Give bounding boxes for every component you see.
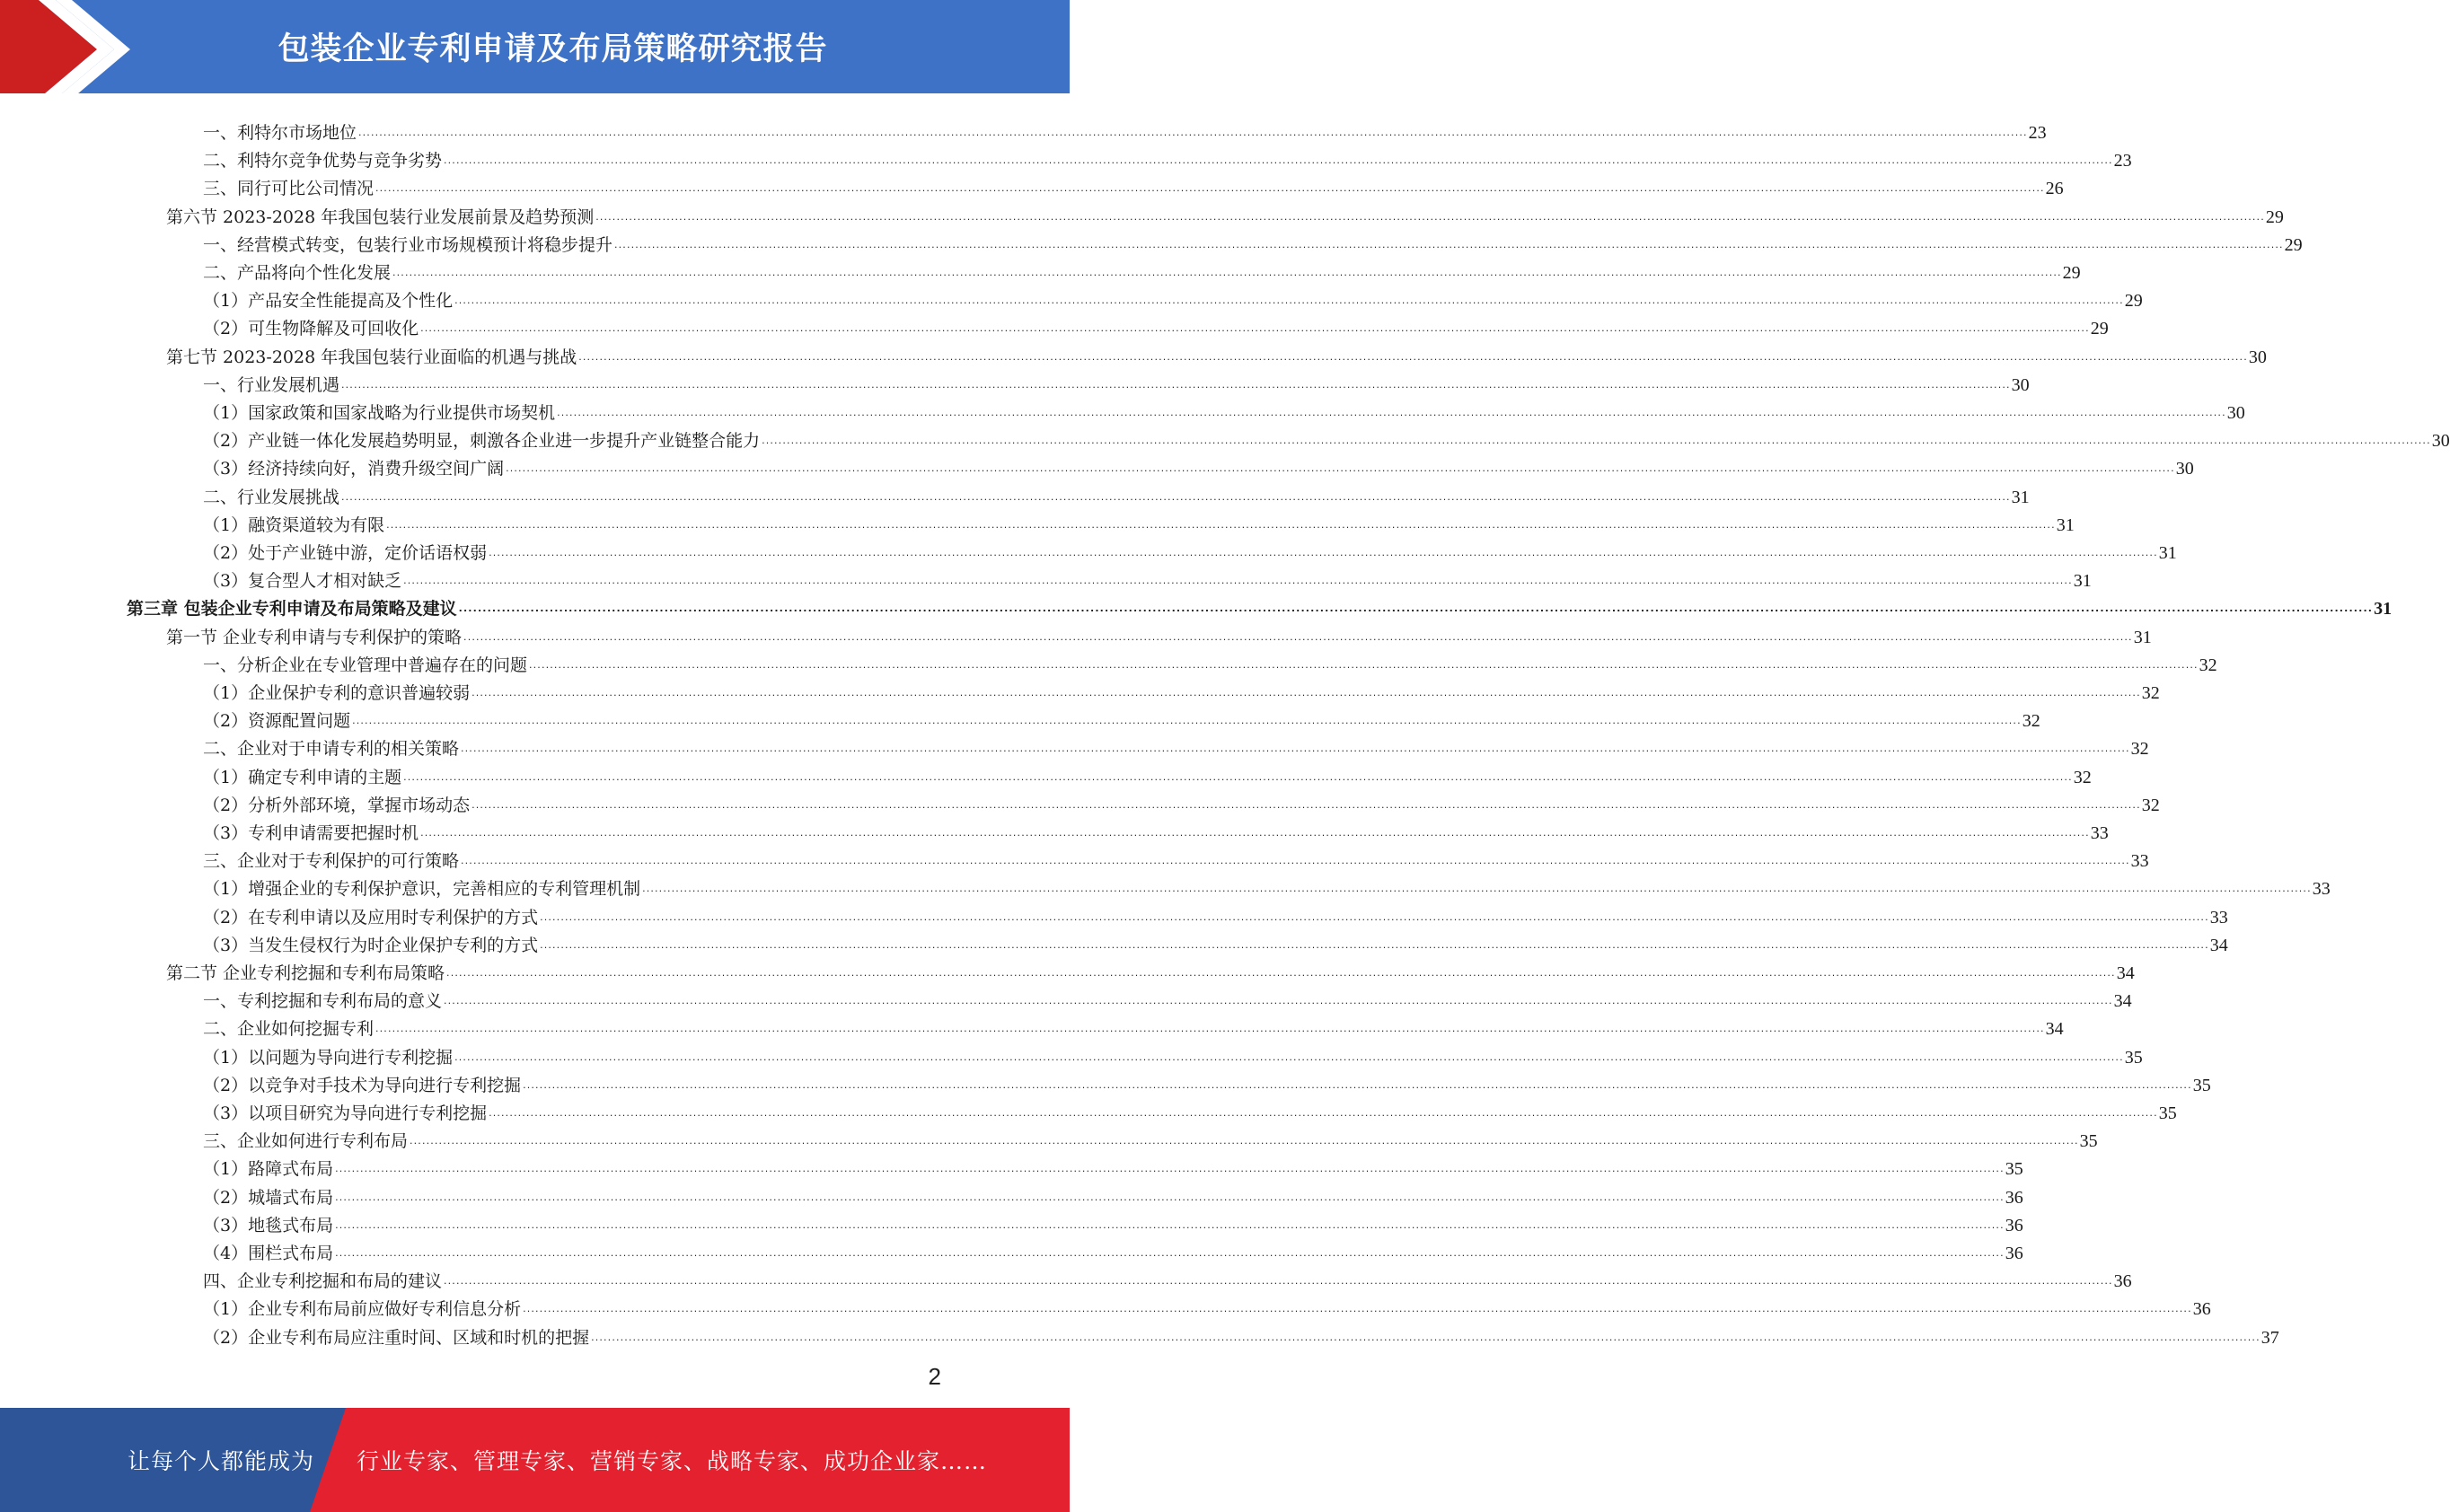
toc-leader-dots: ................................................................................................................................................................................................................................................................................................................................................................................................................ [386,518,2056,531]
toc-entry-title: （3）当发生侵权行为时企业保护专利的方式 [203,935,539,955]
toc-entry-page: 30 [2248,347,2267,367]
toc-entry-title: 三、企业如何进行专利布局 [203,1131,409,1152]
toc-entry-title: 二、产品将向个性化发展 [203,263,392,283]
toc-entry[interactable] [203,563,2092,592]
toc-entry-page: 32 [2141,683,2160,703]
toc-entry-page: 31 [2056,514,2075,535]
toc-leader-dots: ................................................................................................................................................................................................................................................................................................................................................................................................................ [375,182,2045,195]
toc-leader-dots: ................................................................................................................................................................................................................................................................................................................................................................................................................ [375,1023,2045,1035]
toc-entry-title: （3）复合型人才相对缺乏 [203,571,402,592]
toc-entry-title: 三、企业对于专利保护的可行策略 [203,851,460,872]
toc-entry[interactable] [203,115,2047,143]
toc-entry-title: （1）路障式布局 [203,1159,334,1180]
toc-entry[interactable] [203,815,2109,843]
toc-entry-title: （2）分析外部环境，掌握市场动态 [203,795,471,815]
toc-leader-dots: ................................................................................................................................................................................................................................................................................................................................................................................................................ [420,322,2090,335]
toc-entry-title: （1）企业保护专利的意识普遍较弱 [203,683,471,703]
toc-entry-page: 31 [2374,599,2393,620]
toc-leader-dots: ................................................................................................................................................................................................................................................................................................................................................................................................................ [506,462,2175,475]
toc-entry[interactable] [203,1095,2177,1123]
toc-entry-title: 三、同行可比公司情况 [203,179,375,199]
toc-entry[interactable] [203,927,2228,955]
toc-entry-page: 32 [2130,739,2149,760]
toc-leader-dots: ................................................................................................................................................................................................................................................................................................................................................................................................................ [578,350,2248,363]
toc-entry[interactable] [203,1180,2023,1208]
toc-entry-title: （1）增强企业的专利保护意识，完善相应的专利管理机制 [203,879,641,900]
toc-entry[interactable] [166,339,2267,367]
toc-entry-page: 34 [2045,1019,2064,1040]
toc-entry-title: （2）资源配置问题 [203,711,351,732]
toc-entry-page: 29 [2284,234,2303,255]
toc-entry-title: （1）国家政策和国家战略为行业提供市场契机 [203,403,556,423]
toc-entry[interactable] [203,1263,2132,1292]
toc-entry-page: 32 [2141,795,2160,815]
toc-entry-title: 四、企业专利挖掘和布局的建议 [203,1271,443,1292]
toc-entry-page: 32 [2022,711,2040,732]
toc-leader-dots: ................................................................................................................................................................................................................................................................................................................................................................................................................ [523,1303,2192,1315]
toc-entry[interactable] [166,199,2284,227]
toc-entry-page: 33 [2130,851,2149,872]
toc-entry-title: 一、专利挖掘和专利布局的意义 [203,991,443,1012]
toc-entry-title: （2）企业专利布局应注重时间、区域和时机的把握 [203,1327,590,1348]
toc-leader-dots: ................................................................................................................................................................................................................................................................................................................................................................................................................ [762,435,2431,447]
toc-entry[interactable] [203,283,2143,312]
toc-entry[interactable] [203,731,2149,760]
toc-entry[interactable] [203,843,2149,872]
toc-entry-title: （3）地毯式布局 [203,1215,334,1235]
toc-leader-dots: ................................................................................................................................................................................................................................................................................................................................................................................................................ [410,1135,2079,1147]
toc-leader-dots: ................................................................................................................................................................................................................................................................................................................................................................................................................ [463,630,2133,643]
toc-entry[interactable] [203,1123,2098,1152]
toc-entry[interactable] [203,507,2075,535]
toc-leader-dots: ................................................................................................................................................................................................................................................................................................................................................................................................................ [540,910,2209,923]
toc-entry[interactable] [203,1011,2064,1040]
toc-entry-page: 23 [2028,123,2047,143]
toc-entry[interactable] [203,1320,2279,1348]
toc-leader-dots: ................................................................................................................................................................................................................................................................................................................................................................................................................ [403,575,2073,587]
toc-entry[interactable] [203,311,2109,339]
toc-entry-title: （3）以项目研究为导向进行专利挖掘 [203,1103,488,1123]
page-number: 2 [928,1363,941,1390]
toc-entry-page: 36 [2005,1215,2023,1235]
toc-entry-title: 第一节 企业专利申请与专利保护的策略 [166,627,463,647]
toc-entry-page: 33 [2312,879,2331,900]
toc-leader-dots: ................................................................................................................................................................................................................................................................................................................................................................................................................ [446,967,2116,979]
toc-entry[interactable] [203,900,2228,927]
toc-entry-title: （1）确定专利申请的主题 [203,767,402,787]
toc-leader-dots: ................................................................................................................................................................................................................................................................................................................................................................................................................ [595,210,2265,223]
toc-entry-page: 26 [2045,179,2064,199]
toc-entry-title: 第六节 2023-2028 年我国包装行业发展前景及趋势预测 [166,207,595,227]
toc-entry-title: 第三章 包装企业专利申请及布局策略及建议 [127,599,457,620]
toc-entry-page: 30 [2011,374,2030,395]
toc-entry[interactable] [203,1068,2211,1095]
toc-entry[interactable] [166,620,2152,647]
toc-leader-dots: ................................................................................................................................................................................................................................................................................................................................................................................................................ [523,1078,2192,1091]
toc-leader-dots: ................................................................................................................................................................................................................................................................................................................................................................................................................ [458,602,2374,615]
toc-entry-title: 二、企业如何挖掘专利 [203,1019,375,1040]
toc-entry-title: （1）企业专利布局前应做好专利信息分析 [203,1299,522,1320]
toc-leader-dots: ................................................................................................................................................................................................................................................................................................................................................................................................................ [444,995,2113,1007]
toc-entry-page: 29 [2265,207,2284,227]
toc-entry[interactable] [203,423,2450,452]
toc-entry-title: 第七节 2023-2028 年我国包装行业面临的机遇与挑战 [166,347,577,367]
toc-leader-dots: ................................................................................................................................................................................................................................................................................................................................................................................................................ [444,1275,2113,1288]
toc-entry-page: 31 [2158,543,2177,563]
toc-entry-title: 一、经营模式转变，包装行业市场规模预计将稳步提升 [203,234,613,255]
toc-entry-title: （4）围栏式布局 [203,1244,334,1263]
toc-entry-title: （2）在专利申请以及应用时专利保护的方式 [203,907,539,927]
toc-entry-page: 36 [2005,1187,2023,1208]
toc-leader-dots: ................................................................................................................................................................................................................................................................................................................................................................................................................ [614,238,2284,251]
toc-entry[interactable] [203,1208,2023,1235]
toc-entry[interactable] [203,143,2132,171]
toc-entry-title: （1）融资渠道较为有限 [203,514,385,535]
toc-leader-dots: ................................................................................................................................................................................................................................................................................................................................................................................................................ [358,127,2028,138]
toc-entry-page: 31 [2133,627,2152,647]
report-title: 包装企业专利申请及布局策略研究报告 [278,31,828,67]
toc-entry-page: 35 [2005,1159,2023,1180]
toc-entry-page: 32 [2073,767,2092,787]
toc-entry-page: 35 [2158,1103,2177,1123]
toc-entry[interactable] [203,1291,2211,1320]
toc-leader-dots: ................................................................................................................................................................................................................................................................................................................................................................................................................ [489,1107,2158,1119]
toc-entry-page: 33 [2090,823,2109,843]
toc-leader-dots: ................................................................................................................................................................................................................................................................................................................................................................................................................ [461,743,2130,755]
toc-entry-page: 34 [2209,935,2228,955]
toc-entry-page: 30 [2431,431,2450,452]
toc-leader-dots: ................................................................................................................................................................................................................................................................................................................................................................................................................ [420,827,2090,839]
footer-slogan-left: 让每个人都能成为 [128,1448,315,1474]
toc-entry-title: （1）以问题为导向进行专利挖掘 [203,1047,454,1068]
toc-entry-page: 29 [2124,291,2143,312]
toc-entry-page: 36 [2005,1244,2023,1263]
toc-entry-title: 二、行业发展挑战 [203,487,340,507]
toc-leader-dots: ................................................................................................................................................................................................................................................................................................................................................................................................................ [471,687,2141,699]
toc-entry[interactable] [203,983,2132,1012]
toc-entry-page: 37 [2261,1327,2279,1348]
toc-leader-dots: ................................................................................................................................................................................................................................................................................................................................................................................................................ [454,1050,2124,1063]
toc-entry-title: 二、企业对于申请专利的相关策略 [203,739,460,760]
toc-entry-title: （3）专利申请需要把握时机 [203,823,419,843]
toc-entry[interactable] [203,367,2030,395]
page-header [0,0,1070,99]
toc-entry-title: （2）以竞争对手技术为导向进行专利挖掘 [203,1075,522,1095]
toc-entry[interactable] [127,591,2393,620]
toc-entry-title: （3）经济持续向好，消费升级空间广阔 [203,459,505,479]
toc-entry-page: 33 [2209,907,2228,927]
toc-entry[interactable] [203,647,2217,675]
toc-leader-dots: ................................................................................................................................................................................................................................................................................................................................................................................................................ [335,1218,2005,1231]
toc-leader-dots: ................................................................................................................................................................................................................................................................................................................................................................................................................ [335,1163,2005,1175]
toc-entry[interactable] [203,535,2177,563]
toc-entry[interactable] [203,675,2160,703]
toc-leader-dots: ................................................................................................................................................................................................................................................................................................................................................................................................................ [642,883,2312,895]
toc-entry[interactable] [203,1151,2023,1180]
toc-entry-page: 35 [2192,1075,2211,1095]
toc-entry-page: 34 [2116,963,2135,983]
toc-entry[interactable] [203,171,2064,199]
toc-leader-dots: ................................................................................................................................................................................................................................................................................................................................................................................................................ [489,547,2158,558]
toc-leader-dots: ................................................................................................................................................................................................................................................................................................................................................................................................................ [529,658,2199,671]
toc-entry-title: 二、利特尔竞争优势与竞争劣势 [203,151,443,171]
toc-entry-title: （2）产业链一体化发展趋势明显，刺激各企业进一步提升产业链整合能力 [203,431,761,452]
toc-leader-dots: ................................................................................................................................................................................................................................................................................................................................................................................................................ [341,490,2011,503]
toc-entry-title: 第二节 企业专利挖掘和专利布局策略 [166,963,445,983]
toc-entry-page: 36 [2192,1299,2211,1320]
toc-entry[interactable] [203,787,2160,815]
toc-entry-title: （2）城墙式布局 [203,1187,334,1208]
toc-entry-page: 35 [2124,1047,2143,1068]
toc-leader-dots: ................................................................................................................................................................................................................................................................................................................................................................................................................ [335,1247,2005,1259]
toc-entry[interactable] [203,479,2030,507]
toc-entry[interactable] [203,227,2303,255]
toc-leader-dots: ................................................................................................................................................................................................................................................................................................................................................................................................................ [352,715,2022,727]
toc-entry[interactable] [203,1235,2023,1263]
toc-entry[interactable] [203,395,2245,423]
toc-entry-page: 30 [2226,403,2245,423]
toc-leader-dots: ................................................................................................................................................................................................................................................................................................................................................................................................................ [461,855,2130,867]
toc-entry-page: 34 [2113,991,2132,1012]
page-footer [0,1408,1070,1512]
toc-entry-page: 29 [2062,263,2081,283]
toc-entry-page: 32 [2199,655,2217,675]
toc-entry-page: 36 [2113,1271,2132,1292]
toc-leader-dots: ................................................................................................................................................................................................................................................................................................................................................................................................................ [540,938,2209,951]
toc-entry-title: （2）可生物降解及可回收化 [203,319,419,339]
toc-leader-dots: ................................................................................................................................................................................................................................................................................................................................................................................................................ [454,294,2124,307]
toc-entry[interactable] [203,760,2092,787]
toc-entry-page: 35 [2079,1131,2098,1152]
toc-leader-dots: ................................................................................................................................................................................................................................................................................................................................................................................................................ [403,770,2073,783]
toc-entry-title: （1）产品安全性能提高及个性化 [203,291,454,312]
toc-leader-dots: ................................................................................................................................................................................................................................................................................................................................................................................................................ [444,154,2113,167]
toc-leader-dots: ................................................................................................................................................................................................................................................................................................................................................................................................................ [341,378,2011,391]
toc-entry-title: 一、利特尔市场地位 [203,123,357,143]
toc-leader-dots: ................................................................................................................................................................................................................................................................................................................................................................................................................ [591,1331,2261,1343]
toc-entry-page: 29 [2090,319,2109,339]
toc-entry-page: 31 [2011,487,2030,507]
footer-slogan-right: 行业专家、管理专家、营销专家、战略专家、成功企业家…… [357,1448,988,1474]
toc-entry-page: 30 [2175,459,2194,479]
toc-entry[interactable] [203,703,2040,732]
toc-entry-page: 23 [2113,151,2132,171]
toc-entry-page: 31 [2073,571,2092,592]
toc-entry-title: 一、分析企业在专业管理中普遍存在的问题 [203,655,528,675]
toc-entry[interactable] [166,955,2135,983]
toc-entry[interactable] [203,1040,2143,1068]
toc-leader-dots: ................................................................................................................................................................................................................................................................................................................................................................................................................ [392,267,2062,278]
toc-leader-dots: ................................................................................................................................................................................................................................................................................................................................................................................................................ [335,1191,2005,1203]
toc-entry[interactable] [203,451,2194,479]
toc-entry-title: （2）处于产业链中游，定价话语权弱 [203,543,488,563]
toc-entry[interactable] [203,871,2331,900]
toc-leader-dots: ................................................................................................................................................................................................................................................................................................................................................................................................................ [557,407,2226,418]
toc-entry-title: 一、行业发展机遇 [203,374,340,395]
toc-entry[interactable] [203,255,2081,283]
toc-leader-dots: ................................................................................................................................................................................................................................................................................................................................................................................................................ [471,798,2141,811]
